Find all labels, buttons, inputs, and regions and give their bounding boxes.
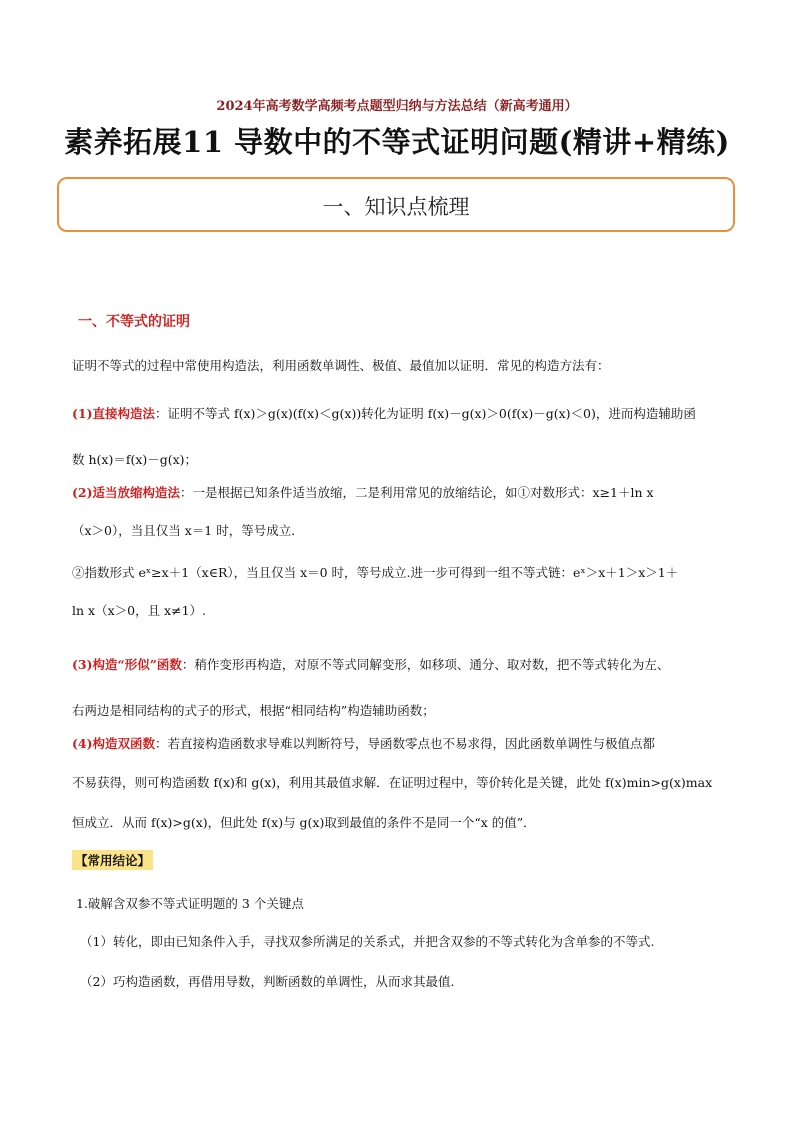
intro-text: 证明不等式的过程中常使用构造法，利用函数单调性、极值、最值加以证明．常见的构造方法有： xyxy=(72,358,610,373)
method-4 xyxy=(72,734,655,754)
method-2-cont2: ②指数形式 eˣ≥x＋1（x∈R），当且仅当 x＝0 时，等号成立.进一步可得到一组不等式链：eˣ＞x＋1＞x＞1＋ xyxy=(72,565,679,580)
method-4-label: (4)构造双函数 xyxy=(72,736,156,751)
method-3 xyxy=(72,655,669,675)
conclusion-item-1a: （1）转化，即由已知条件入手，寻找双参所满足的关系式，并把含双参的不等式转化为含单参的不等式. xyxy=(80,934,655,949)
section-banner xyxy=(57,177,735,232)
page-title: 素养拓展11 导数中的不等式证明问题(精讲+精练) xyxy=(64,125,730,159)
method-1-label: (1)直接构造法 xyxy=(72,406,156,421)
conclusion-tag: 【常用结论】 xyxy=(72,850,153,870)
conclusion-item-1b: （2）巧构造函数，再借用导数，判断函数的单调性，从而求其最值. xyxy=(80,974,455,989)
method-1-text: ：证明不等式 f(x)＞g(x)(f(x)＜g(x))转化为证明 f(x)－g(x)＞0(f(x)－g(x)＜0)，进而构造辅助函 xyxy=(155,406,696,421)
method-2-cont: （x＞0），当且仅当 x＝1 时，等号成立． xyxy=(72,523,304,538)
method-4-cont: 不易获得，则可构造函数 f(x)和 g(x)，利用其最值求解．在证明过程中，等价转化是关键，此处 f(x)min>g(x)max xyxy=(72,775,713,790)
method-2-text: ：一是根据已知条件适当放缩，二是利用常见的放缩结论，如①对数形式：x≥1＋ln x xyxy=(180,485,654,500)
method-3-label: (3)构造“形似”函数 xyxy=(72,657,182,672)
method-2 xyxy=(72,483,654,503)
method-1 xyxy=(72,404,696,424)
series-title: 2024年高考数学高频考点题型归纳与方法总结（新高考通用） xyxy=(216,99,578,114)
section-heading: 一、不等式的证明 xyxy=(78,314,190,330)
method-3-cont: 右两边是相同结构的式子的形式，根据“相同结构”构造辅助函数； xyxy=(72,703,435,718)
method-2-cont3: ln x（x＞0，且 x≠1）. xyxy=(72,603,206,618)
method-4-cont2: 恒成立．从而 f(x)>g(x)，但此处 f(x)与 g(x)取到最值的条件不是同一个“x 的值”． xyxy=(72,815,536,830)
method-4-text: ：若直接构造函数求导难以判断符号，导函数零点也不易求得，因此函数单调性与极值点都 xyxy=(155,736,656,751)
method-1-cont: 数 h(x)＝f(x)－g(x)； xyxy=(72,452,198,467)
conclusion-item-1: 1.破解含双参不等式证明题的 3 个关键点 xyxy=(76,896,304,911)
method-2-label: (2)适当放缩构造法 xyxy=(72,485,181,500)
banner-title: 一、知识点梳理 xyxy=(322,195,470,219)
method-3-text: ：稍作变形再构造，对原不等式同解变形，如移项、通分、取对数，把不等式转化为左、 xyxy=(181,657,670,672)
